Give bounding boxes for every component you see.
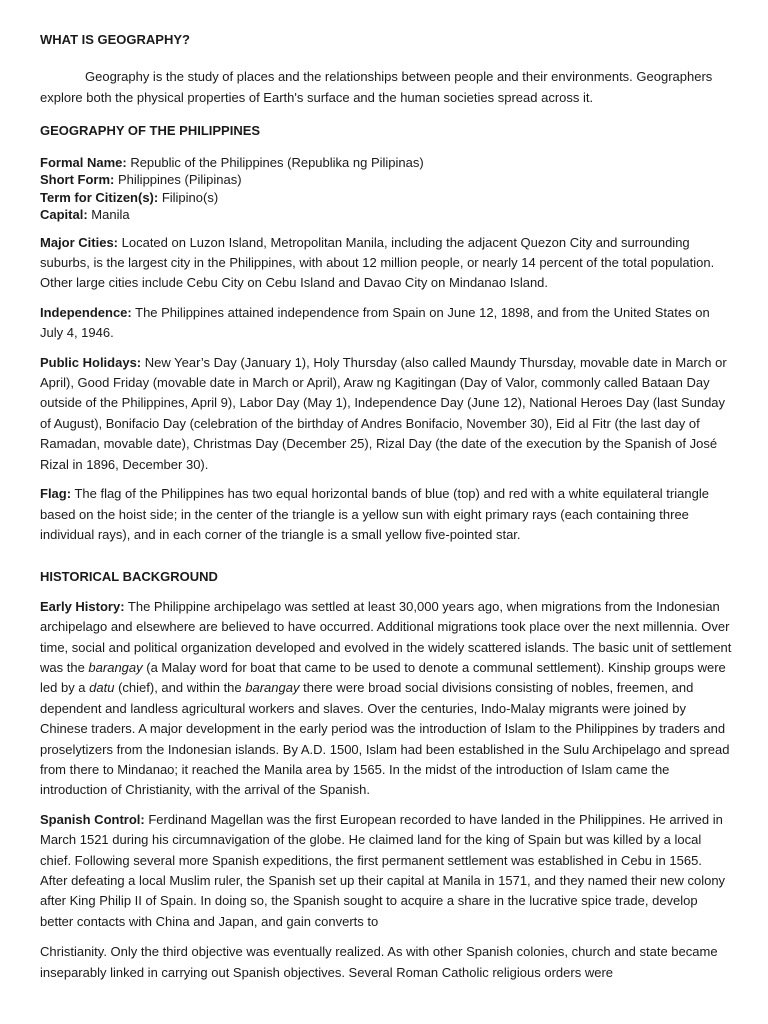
paragraph-spanish-control-continued: Christianity. Only the third objective was eventually realized. As with other Spanish colonies, church and state became inseparably linked in carrying out Spanish objectives. Several Roman Catholic religious orders were	[40, 944, 718, 980]
public-holidays-text: New Year’s Day (January 1), Holy Thursday (also called Maundy Thursday, movable date in March or April), Good Friday (movable date in March or April), Araw ng Kagitingan (Day of Valor, commonly called Bataan Day outside of the Philippines, April 9), Labor Day (May 1), Independence Day (June 12), National Heroes Day (last Sunday of August), Bonifacio Day (celebration of the birthday of Andres Bonifacio, November 30), Eid al Fitr (the last day of Ramadan, movable date), Christmas Day (December 25), Rizal Day (the date of the execution by the Spanish of José Rizal in 1896, December 30).	[40, 354, 727, 472]
public-holidays-label: Public Holidays:	[40, 354, 142, 370]
spanish-control-text: Ferdinand Magellan was the first European recorded to have landed in the Philippines. He arrived in March 1521 during his circumnavigation of the globe. He claimed land for the king of Spain but was killed by a local chief. Following several more Spanish expeditions, the first permanent settlement was established in Cebu in 1565. After defeating a local Muslim ruler, the Spanish set up their capital at Manila in 1571, and they named their new colony after King Philip II of Spain. In doing so, the Spanish sought to acquire a share in the lucrative spice trade, develop better contacts with China and Japan, and gain converts to	[40, 811, 726, 929]
major-cities-text: Located on Luzon Island, Metropolitan Manila, including the adjacent Quezon City and surrounding suburbs, is the largest city in the Philippines, with about 12 million people, or nearly 14 percent of the total population. Other large cities include Cebu City on Cebu Island and Davao City on Mindanao Island.	[40, 234, 715, 291]
capital-label: Capital:	[40, 207, 88, 223]
paragraph-major-cities	[40, 233, 732, 294]
heading-historical-background: HISTORICAL BACKGROUND	[40, 569, 218, 585]
spanish-control-label: Spanish Control:	[40, 811, 145, 827]
formal-name-value: Republic of the Philippines (Republika ng Pilipinas)	[126, 154, 424, 170]
paragraph-geography-definition: Geography is the study of places and the relationships between people and their environments. Geographers explore both the physical properties of Earth's surface and the human societies spread across it.	[40, 69, 713, 105]
flag-text: The flag of the Philippines has two equal horizontal bands of blue (top) and red with a white equilateral triangle based on the hoist side; in the center of the triangle is a yellow sun with eight primary rays (each containing three individual rays), and in each corner of the triangle is a small yellow five-pointed star.	[40, 486, 709, 542]
flag-label: Flag:	[40, 486, 72, 502]
paragraph-spanish-control	[40, 810, 732, 932]
early-history-text-3: (chief), and within the	[114, 680, 246, 696]
term-datu: datu	[89, 680, 115, 696]
early-history-label: Early History:	[40, 598, 125, 614]
short-form-line	[40, 171, 732, 189]
heading-geography-of-philippines: GEOGRAPHY OF THE PHILIPPINES	[40, 123, 261, 139]
citizen-term-line	[40, 189, 732, 207]
term-barangay: barangay	[88, 659, 143, 675]
country-facts-block	[40, 154, 732, 224]
early-history-text-2: (a Malay word for boat that came to be used to denote a communal settlement). Kinship groups were led by a	[40, 659, 726, 696]
short-form-value: Philippines (Pilipinas)	[114, 172, 242, 188]
independence-text: The Philippines attained independence from Spain on June 12, 1898, and from the United States on July 4, 1946.	[40, 304, 710, 341]
capital-value: Manila	[87, 207, 130, 223]
early-history-text-1: The Philippine archipelago was settled at least 30,000 years ago, when migrations from the Indonesian archipelago and elsewhere are believed to have occurred. Additional migrations took place over the next millennia. Over time, social and political organization developed and evolved in the widely scattered islands. The basic unit of settlement was the	[40, 598, 732, 675]
formal-name-line	[40, 154, 732, 172]
paragraph-public-holidays	[40, 353, 732, 475]
independence-label: Independence:	[40, 304, 132, 320]
major-cities-label: Major Cities:	[40, 234, 119, 250]
citizen-term-value: Filipino(s)	[158, 189, 219, 205]
paragraph-early-history	[40, 597, 732, 801]
paragraph-independence	[40, 303, 732, 344]
term-barangay-2: barangay	[245, 680, 300, 696]
early-history-text-4: there were broad social divisions consisting of nobles, freemen, and dependent and landless agricultural workers and slaves. Over the centuries, Indo-Malay migrants were joined by Chinese traders. A major development in the early period was the introduction of Islam to the Philippines by traders and proselytizers from the Indonesian islands. By A.D. 1500, Islam had been established in the Sulu Archipelago and spread from there to Mindanao; it reached the Manila area by 1565. In the midst of the introduction of Islam came the introduction of Christianity, with the arrival of the Spanish.	[40, 680, 730, 798]
formal-name-label: Formal Name:	[40, 154, 127, 170]
short-form-label: Short Form:	[40, 172, 115, 188]
citizen-term-label: Term for Citizen(s):	[40, 189, 159, 205]
heading-what-is-geography: WHAT IS GEOGRAPHY?	[40, 32, 190, 47]
paragraph-flag	[40, 484, 732, 545]
capital-line	[40, 206, 732, 224]
